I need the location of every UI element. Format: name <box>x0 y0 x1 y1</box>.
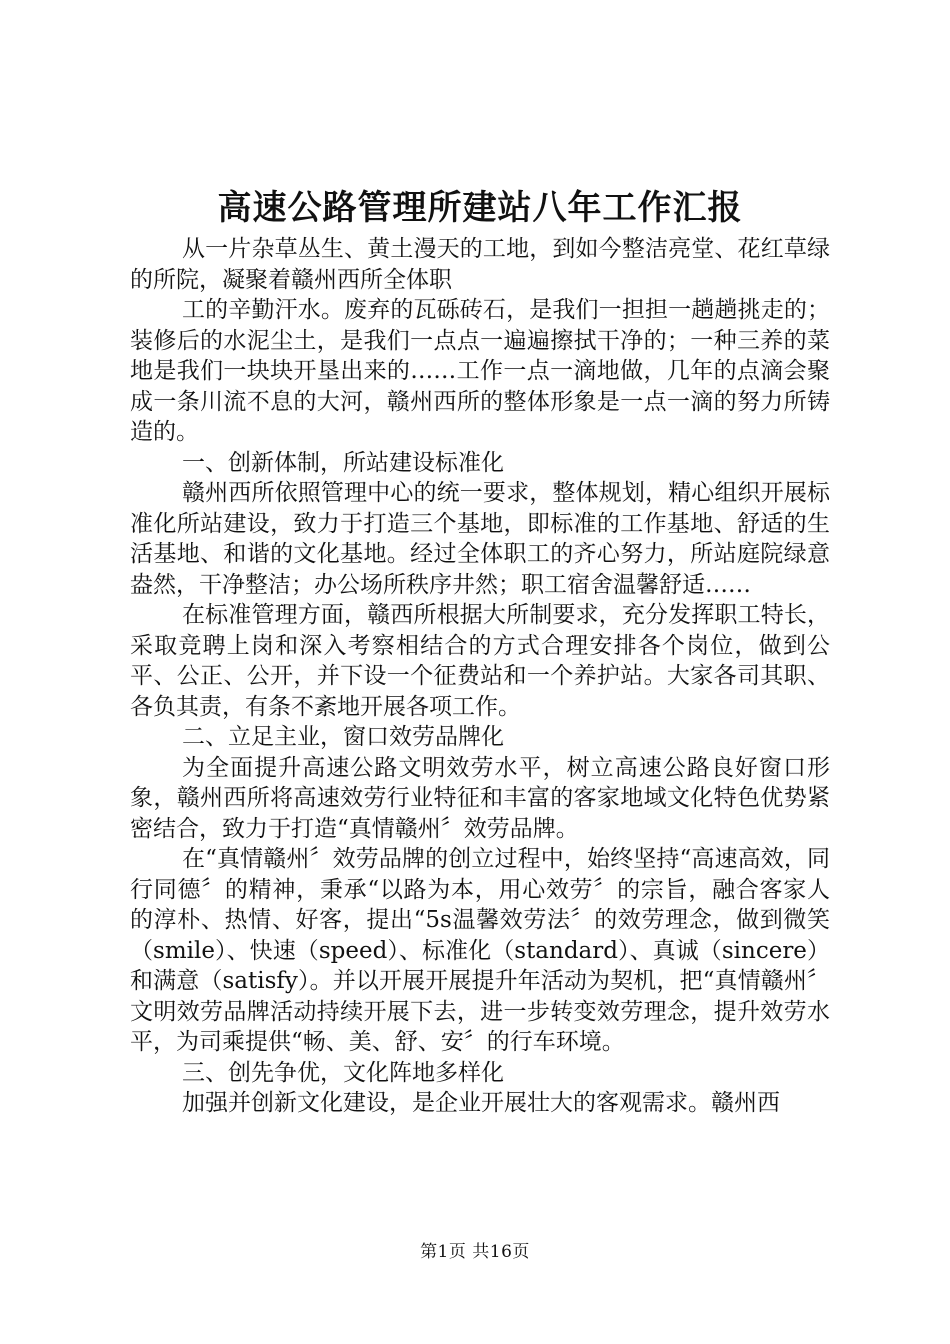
paragraph-management: 在标准管理方面，赣西所根据大所制要求，充分发挥职工特长，采取竞聘上岗和深入考察相结合的方式合理安排各个岗位，做到公平、公正、公开，并下设一个征费站和一个养护站。大家各司其职、各负其责，有条不紊地开展各项工作。 <box>130 602 830 720</box>
paragraph-intro: 从一片杂草丛生、黄土漫天的工地，到如今整洁亮堂、花红草绿的所院，凝聚着赣州西所全体职 <box>130 236 830 293</box>
section-heading-1: 一、创新体制，所站建设标准化 <box>182 449 504 476</box>
paragraph-service-brand: 为全面提升高速公路文明效劳水平，树立高速公路良好窗口形象，赣州西所将高速效劳行业特征和丰富的客家地域文化特色优势紧密结合，致力于打造“真情赣州〞效劳品牌。 <box>130 754 830 842</box>
section-heading-2: 二、立足主业，窗口效劳品牌化 <box>182 724 504 750</box>
paragraph-effort: 工的辛勤汗水。废弃的瓦砾砖石，是我们一担担一趟趟挑走的；装修后的水泥尘土，是我们一点点一遍遍擦拭干净的；一种三养的菜地是我们一块块开垦出来的……工作一点一滴地做，几年的点滴会聚成一条川流不息的大河，赣州西所的整体形象是一点一滴的努力所铸造的。 <box>130 297 830 445</box>
paragraph-service-concept: 在“真情赣州〞效劳品牌的创立过程中，始终坚持“高速高效，同行同德〞的精神，秉承“以路为本，用心效劳〞的宗旨，融合客家人的淳朴、热情、好客，提出“5s温馨效劳法〞的效劳理念，做到微笑（smile）、快速（speed）、标准化（standard）、真诚（sincere）和满意（satisfy）。并以开展开展提升年活动为契机，把“真情赣州〞文明效劳品牌活动持续开展下去，进一步转变效劳理念，提升效劳水平，为司乘提供“畅、美、舒、安〞的行车环境。 <box>130 846 830 1055</box>
document-body <box>130 234 830 1119</box>
document-title: 高速公路管理所建站八年工作汇报 <box>217 188 743 228</box>
section-heading-3: 三、创先争优，文化阵地多样化 <box>182 1059 504 1086</box>
paragraph-standardization: 赣州西所依照管理中心的统一要求，整体规划，精心组织开展标准化所站建设，致力于打造三个基地，即标准的工作基地、舒适的生活基地、和谐的文化基地。经过全体职工的齐心努力，所站庭院绿意盎然，干净整洁；办公场所秩序井然；职工宿舍温馨舒适…… <box>130 480 830 598</box>
paragraph-culture: 加强并创新文化建设，是企业开展壮大的客观需求。赣州西 <box>182 1090 780 1116</box>
page-footer: 第1页 共16页 <box>420 1242 530 1262</box>
